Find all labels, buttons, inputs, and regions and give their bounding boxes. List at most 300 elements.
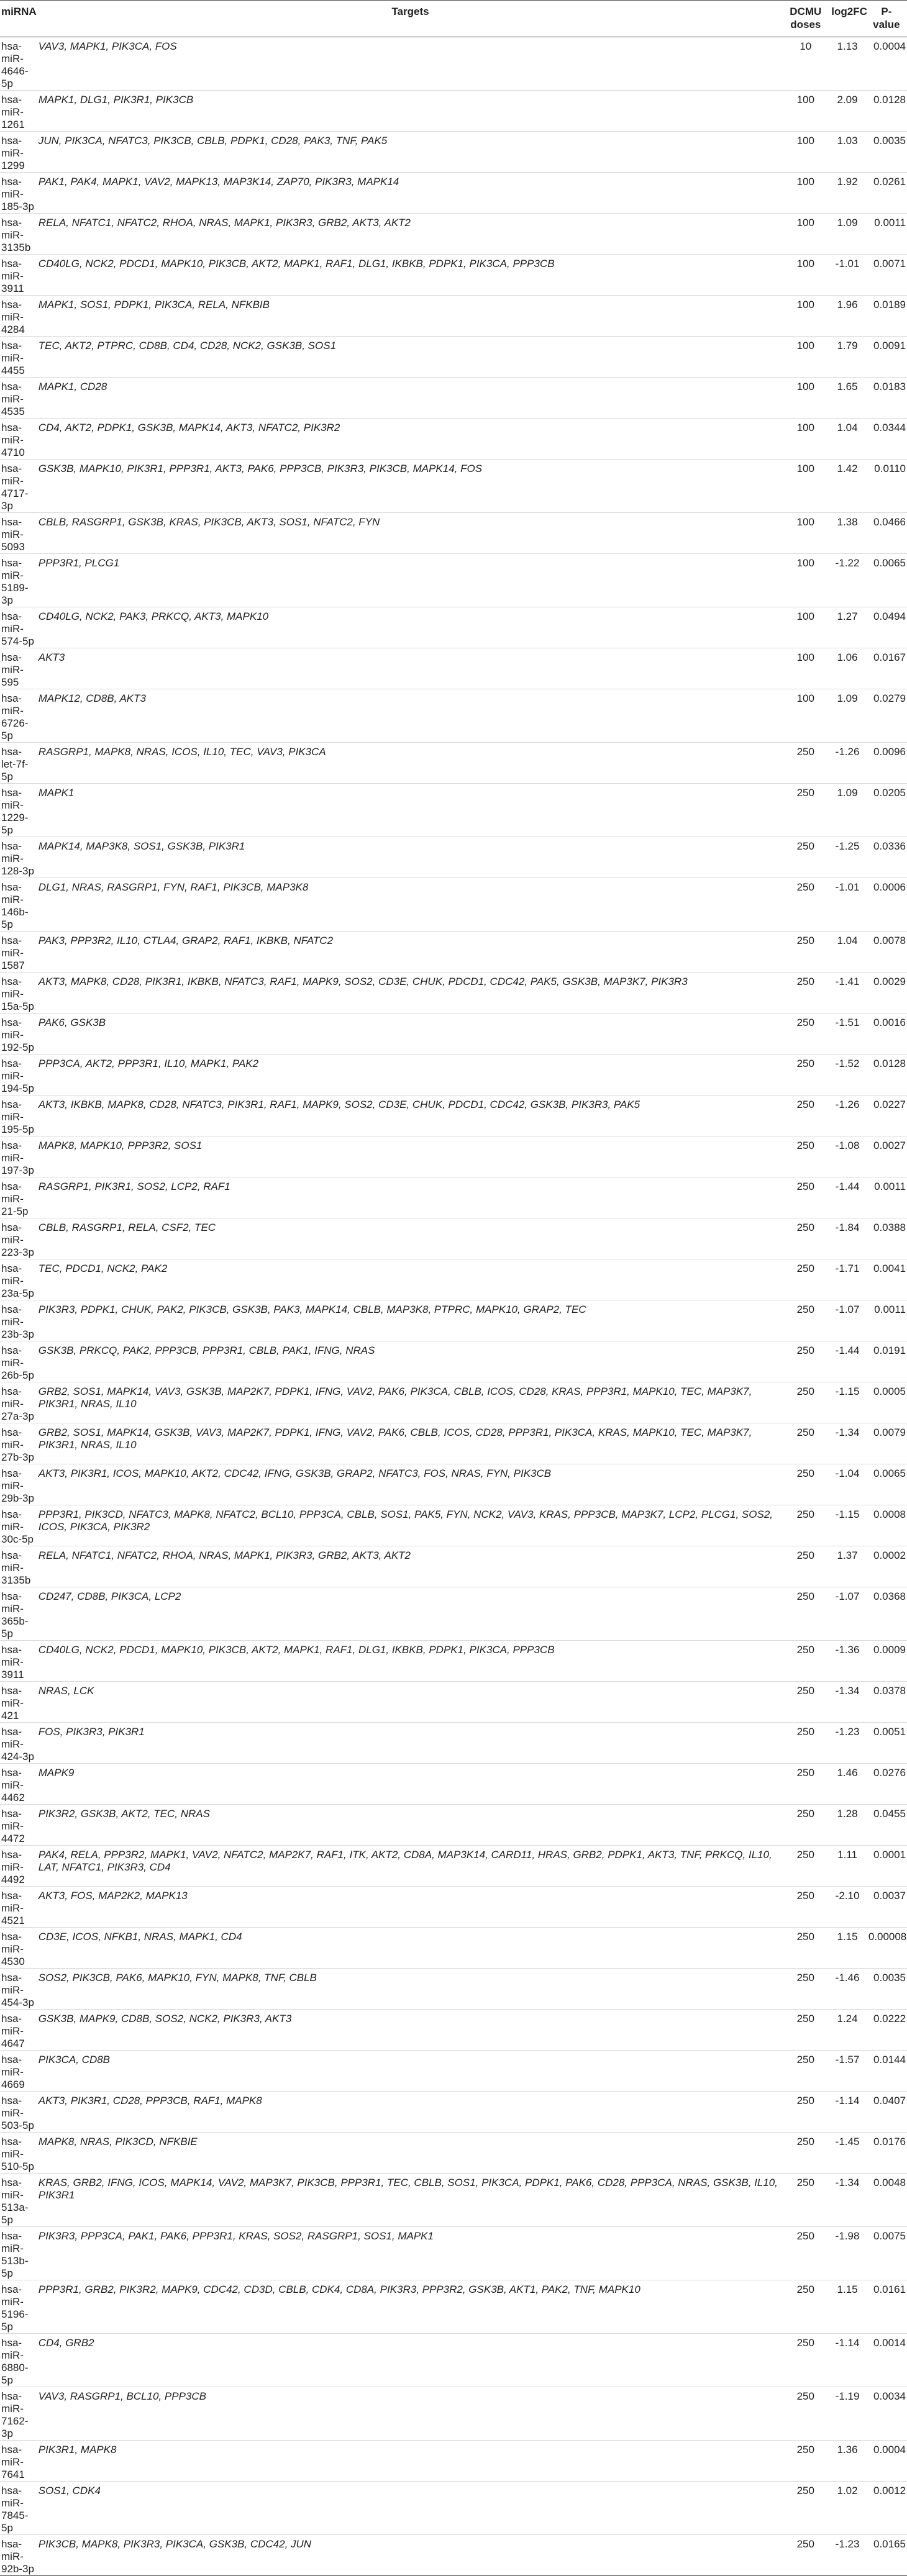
table-row xyxy=(0,213,907,254)
log2fc-cell: -1.57 xyxy=(829,2050,866,2091)
log2fc-cell: -1.14 xyxy=(829,2091,866,2132)
pvalue-cell: 0.0110 xyxy=(866,459,907,512)
targets-cell: MAPK1 xyxy=(39,783,783,837)
pvalue-cell: 0.0041 xyxy=(866,1259,907,1300)
pvalue-cell: 0.0011 xyxy=(866,1300,907,1341)
dcmu-dose-cell: 100 xyxy=(782,90,829,131)
log2fc-cell: 1.79 xyxy=(829,336,866,377)
pvalue-cell: 0.0205 xyxy=(866,783,907,837)
dcmu-dose-cell: 250 xyxy=(782,1968,829,2009)
dcmu-dose-cell: 250 xyxy=(782,1886,829,1927)
pvalue-cell: 0.0079 xyxy=(866,1423,907,1464)
dcmu-dose-cell: 10 xyxy=(782,37,829,90)
mirna-cell: hsa-miR-1299 xyxy=(0,131,39,172)
targets-cell: GSK3B, MAPK9, CD8B, SOS2, NCK2, PIK3R3, AKT3 xyxy=(39,2009,783,2050)
pvalue-cell: 0.0096 xyxy=(866,742,907,783)
mirna-cell: hsa-miR-223-3p xyxy=(0,1218,39,1259)
table-row xyxy=(0,1054,907,1095)
pvalue-cell: 0.0222 xyxy=(866,2009,907,2050)
targets-cell: SOS2, PIK3CB, PAK6, MAPK10, FYN, MAPK8, TNF, CBLB xyxy=(39,1968,783,2009)
pvalue-cell: 0.00008 xyxy=(866,1927,907,1968)
pvalue-cell: 0.0014 xyxy=(866,2333,907,2387)
mirna-cell: hsa-miR-4530 xyxy=(0,1927,39,1968)
pvalue-cell: 0.0494 xyxy=(866,607,907,648)
dcmu-dose-cell: 250 xyxy=(782,837,829,878)
mirna-cell: hsa-miR-503-5p xyxy=(0,2091,39,2132)
log2fc-cell: 1.04 xyxy=(829,418,866,459)
table-row xyxy=(0,2534,907,2575)
pvalue-cell: 0.0051 xyxy=(866,1722,907,1763)
mirna-cell: hsa-miR-4284 xyxy=(0,295,39,336)
targets-cell: AKT3 xyxy=(39,648,783,689)
mirna-cell: hsa-miR-15a-5p xyxy=(0,972,39,1013)
mirna-cell: hsa-miR-3911 xyxy=(0,1640,39,1681)
dcmu-dose-cell: 250 xyxy=(782,1382,829,1423)
log2fc-cell: 1.09 xyxy=(829,783,866,837)
mirna-cell: hsa-miR-92b-3p xyxy=(0,2534,39,2575)
targets-cell: PAK4, RELA, PPP3R2, MAPK1, VAV2, NFATC2, MAP2K7, RAF1, ITK, AKT2, CD8A, MAP3K14, CARD11, HRAS, GRB2, PDPK1, AKT3, TNF, PRKCQ, IL10, LAT, NFATC1, PIK3R3, CD4 xyxy=(39,1845,783,1886)
table-row xyxy=(0,1259,907,1300)
mirna-cell: hsa-miR-128-3p xyxy=(0,837,39,878)
log2fc-cell: -2.10 xyxy=(829,1886,866,1927)
pvalue-cell: 0.0227 xyxy=(866,1095,907,1136)
table-row xyxy=(0,1382,907,1423)
targets-cell: MAPK14, MAP3K8, SOS1, GSK3B, PIK3R1 xyxy=(39,837,783,878)
pvalue-cell: 0.0388 xyxy=(866,1218,907,1259)
log2fc-cell: 1.24 xyxy=(829,2009,866,2050)
pvalue-cell: 0.0012 xyxy=(866,2481,907,2534)
table-header-row xyxy=(0,1,907,37)
pvalue-cell: 0.0037 xyxy=(866,1886,907,1927)
targets-cell: PPP3CA, AKT2, PPP3R1, IL10, MAPK1, PAK2 xyxy=(39,1054,783,1095)
mirna-cell: hsa-miR-5189-3p xyxy=(0,553,39,607)
targets-cell: RELA, NFATC1, NFATC2, RHOA, NRAS, MAPK1, PIK3R3, GRB2, AKT3, AKT2 xyxy=(39,1546,783,1587)
targets-cell: PIK3CB, MAPK8, PIK3R3, PIK3CA, GSK3B, CDC42, JUN xyxy=(39,2534,783,2575)
dcmu-dose-cell: 250 xyxy=(782,1587,829,1640)
pvalue-cell: 0.0004 xyxy=(866,2440,907,2481)
mirna-cell: hsa-miR-5093 xyxy=(0,512,39,553)
table-row xyxy=(0,742,907,783)
mirna-cell: hsa-miR-23a-5p xyxy=(0,1259,39,1300)
log2fc-cell: -1.23 xyxy=(829,1722,866,1763)
log2fc-cell: 1.09 xyxy=(829,689,866,742)
mirna-cell: hsa-miR-424-3p xyxy=(0,1722,39,1763)
targets-cell: MAPK1, CD28 xyxy=(39,377,783,418)
mirna-cell: hsa-miR-513a-5p xyxy=(0,2173,39,2226)
log2fc-cell: 1.27 xyxy=(829,607,866,648)
pvalue-cell: 0.0161 xyxy=(866,2280,907,2333)
table-row xyxy=(0,2009,907,2050)
mirna-cell: hsa-let-7f-5p xyxy=(0,742,39,783)
targets-cell: RASGRP1, PIK3R1, SOS2, LCP2, RAF1 xyxy=(39,1177,783,1218)
log2fc-cell: 1.13 xyxy=(829,37,866,90)
targets-cell: AKT3, PIK3R1, ICOS, MAPK10, AKT2, CDC42, IFNG, GSK3B, GRAP2, NFATC3, FOS, NRAS, FYN, PIK3CB xyxy=(39,1464,783,1505)
mirna-cell: hsa-miR-6726-5p xyxy=(0,689,39,742)
pvalue-cell: 0.0029 xyxy=(866,972,907,1013)
table-row xyxy=(0,1886,907,1927)
table-row xyxy=(0,2173,907,2226)
mirna-cell: hsa-miR-4669 xyxy=(0,2050,39,2091)
table-row xyxy=(0,648,907,689)
targets-cell: AKT3, FOS, MAP2K2, MAPK13 xyxy=(39,1886,783,1927)
dcmu-dose-cell: 250 xyxy=(782,878,829,931)
dcmu-dose-cell: 250 xyxy=(782,1804,829,1845)
mirna-cell: hsa-miR-4710 xyxy=(0,418,39,459)
dcmu-dose-cell: 250 xyxy=(782,1722,829,1763)
targets-cell: PIK3R1, MAPK8 xyxy=(39,2440,783,2481)
targets-cell: GSK3B, MAPK10, PIK3R1, PPP3R1, AKT3, PAK6, PPP3CB, PIK3R3, PIK3CB, MAPK14, FOS xyxy=(39,459,783,512)
targets-cell: GSK3B, PRKCQ, PAK2, PPP3CB, PPP3R1, CBLB, PAK1, IFNG, NRAS xyxy=(39,1341,783,1382)
dcmu-dose-cell: 250 xyxy=(782,742,829,783)
pvalue-cell: 0.0027 xyxy=(866,1136,907,1177)
log2fc-cell: 1.03 xyxy=(829,131,866,172)
pvalue-cell: 0.0078 xyxy=(866,931,907,972)
table-row xyxy=(0,689,907,742)
pvalue-cell: 0.0075 xyxy=(866,2226,907,2280)
dcmu-dose-cell: 100 xyxy=(782,131,829,172)
table-row xyxy=(0,172,907,213)
dcmu-dose-cell: 100 xyxy=(782,553,829,607)
table-row xyxy=(0,2280,907,2333)
pvalue-cell: 0.0167 xyxy=(866,648,907,689)
targets-cell: PAK6, GSK3B xyxy=(39,1013,783,1054)
targets-cell: MAPK8, MAPK10, PPP3R2, SOS1 xyxy=(39,1136,783,1177)
log2fc-cell: -1.26 xyxy=(829,1095,866,1136)
pvalue-cell: 0.0091 xyxy=(866,336,907,377)
table-row xyxy=(0,1845,907,1886)
mirna-cell: hsa-miR-1229-5p xyxy=(0,783,39,837)
targets-cell: CD40LG, NCK2, PAK3, PRKCQ, AKT3, MAPK10 xyxy=(39,607,783,648)
log2fc-cell: -1.23 xyxy=(829,2534,866,2575)
log2fc-cell: 1.04 xyxy=(829,931,866,972)
targets-cell: PPP3R1, PLCG1 xyxy=(39,553,783,607)
targets-cell: MAPK1, SOS1, PDPK1, PIK3CA, RELA, NFKBIB xyxy=(39,295,783,336)
dcmu-dose-cell: 250 xyxy=(782,783,829,837)
mirna-cell: hsa-miR-4521 xyxy=(0,1886,39,1927)
mirna-cell: hsa-miR-27a-3p xyxy=(0,1382,39,1423)
targets-cell: AKT3, IKBKB, MAPK8, CD28, NFATC3, PIK3R1, RAF1, MAPK9, SOS2, CD3E, CHUK, PDCD1, CDC42, GSK3B, PIK3R3, PAK5 xyxy=(39,1095,783,1136)
log2fc-cell: 1.42 xyxy=(829,459,866,512)
dcmu-dose-cell: 250 xyxy=(782,1546,829,1587)
table-row xyxy=(0,418,907,459)
pvalue-cell: 0.0276 xyxy=(866,1763,907,1804)
dcmu-dose-cell: 250 xyxy=(782,2440,829,2481)
table-row xyxy=(0,1423,907,1464)
mirna-cell: hsa-miR-4646-5p xyxy=(0,37,39,90)
targets-cell: PPP3R1, GRB2, PIK3R2, MAPK9, CDC42, CD3D, CBLB, CDK4, CD8A, PIK3R3, PPP3R2, GSK3B, AKT1, PAK2, TNF, MAPK10 xyxy=(39,2280,783,2333)
log2fc-cell: 1.38 xyxy=(829,512,866,553)
log2fc-cell: 1.15 xyxy=(829,1927,866,1968)
dcmu-dose-cell: 100 xyxy=(782,607,829,648)
dcmu-dose-cell: 250 xyxy=(782,2226,829,2280)
dcmu-dose-cell: 100 xyxy=(782,295,829,336)
table-row xyxy=(0,2387,907,2440)
table-row xyxy=(0,1587,907,1640)
pvalue-cell: 0.0016 xyxy=(866,1013,907,1054)
log2fc-cell: -1.36 xyxy=(829,1640,866,1681)
dcmu-dose-cell: 250 xyxy=(782,1681,829,1722)
table-row xyxy=(0,1546,907,1587)
log2fc-cell: -1.45 xyxy=(829,2132,866,2173)
targets-cell: FOS, PIK3R3, PIK3R1 xyxy=(39,1722,783,1763)
log2fc-cell: -1.52 xyxy=(829,1054,866,1095)
mirna-cell: hsa-miR-27b-3p xyxy=(0,1423,39,1464)
table-row xyxy=(0,1464,907,1505)
pvalue-cell: 0.0011 xyxy=(866,1177,907,1218)
targets-cell: VAV3, RASGRP1, BCL10, PPP3CB xyxy=(39,2387,783,2440)
table-row xyxy=(0,1722,907,1763)
table-row xyxy=(0,972,907,1013)
targets-cell: TEC, PDCD1, NCK2, PAK2 xyxy=(39,1259,783,1300)
table-row xyxy=(0,1300,907,1341)
targets-cell: PPP3R1, PIK3CD, NFATC3, MAPK8, NFATC2, BCL10, PPP3CA, CBLB, SOS1, PAK5, FYN, NCK2, VAV3, KRAS, PPP3CB, MAP3K7, LCP2, PLCG1, SOS2, ICOS, PIK3CA, PIK3R2 xyxy=(39,1505,783,1546)
pvalue-cell: 0.0189 xyxy=(866,295,907,336)
pvalue-cell: 0.0035 xyxy=(866,131,907,172)
dcmu-dose-cell: 100 xyxy=(782,254,829,295)
targets-cell: CD40LG, NCK2, PDCD1, MAPK10, PIK3CB, AKT2, MAPK1, RAF1, DLG1, IKBKB, PDPK1, PIK3CA, PPP3CB xyxy=(39,254,783,295)
log2fc-cell: 1.28 xyxy=(829,1804,866,1845)
targets-cell: DLG1, NRAS, RASGRP1, FYN, RAF1, PIK3CB, MAP3K8 xyxy=(39,878,783,931)
pvalue-cell: 0.0008 xyxy=(866,1505,907,1546)
pvalue-cell: 0.0009 xyxy=(866,1640,907,1681)
dcmu-dose-cell: 250 xyxy=(782,2481,829,2534)
pvalue-cell: 0.0455 xyxy=(866,1804,907,1845)
mirna-cell: hsa-miR-23b-3p xyxy=(0,1300,39,1341)
dcmu-dose-cell: 250 xyxy=(782,1423,829,1464)
log2fc-cell: 1.02 xyxy=(829,2481,866,2534)
log2fc-cell: -1.44 xyxy=(829,1341,866,1382)
log2fc-cell: -1.07 xyxy=(829,1300,866,1341)
dcmu-dose-cell: 250 xyxy=(782,1218,829,1259)
targets-cell: PIK3R2, GSK3B, AKT2, TEC, NRAS xyxy=(39,1804,783,1845)
mirna-cell: hsa-miR-574-5p xyxy=(0,607,39,648)
targets-cell: GRB2, SOS1, MAPK14, VAV3, GSK3B, MAP2K7, PDPK1, IFNG, VAV2, PAK6, PIK3CA, CBLB, ICOS, CD28, KRAS, PPP3R1, MAPK10, TEC, MAP3K7, PIK3R1, NRAS, IL10 xyxy=(39,1382,783,1423)
mirna-cell: hsa-miR-7845-5p xyxy=(0,2481,39,2534)
mirna-cell: hsa-miR-1587 xyxy=(0,931,39,972)
table-row xyxy=(0,2481,907,2534)
mirna-cell: hsa-miR-29b-3p xyxy=(0,1464,39,1505)
dcmu-dose-cell: 250 xyxy=(782,2132,829,2173)
header-targets: Targets xyxy=(39,1,783,37)
mirna-cell: hsa-miR-5196-5p xyxy=(0,2280,39,2333)
log2fc-cell: -1.41 xyxy=(829,972,866,1013)
pvalue-cell: 0.0004 xyxy=(866,37,907,90)
pvalue-cell: 0.0065 xyxy=(866,1464,907,1505)
table-row xyxy=(0,459,907,512)
table-row xyxy=(0,1013,907,1054)
dcmu-dose-cell: 250 xyxy=(782,1177,829,1218)
pvalue-cell: 0.0344 xyxy=(866,418,907,459)
mirna-cell: hsa-miR-194-5p xyxy=(0,1054,39,1095)
mirna-cell: hsa-miR-3135b xyxy=(0,1546,39,1587)
log2fc-cell: -1.15 xyxy=(829,1382,866,1423)
table-row xyxy=(0,1804,907,1845)
mirna-cell: hsa-miR-4472 xyxy=(0,1804,39,1845)
dcmu-dose-cell: 250 xyxy=(782,2050,829,2091)
pvalue-cell: 0.0466 xyxy=(866,512,907,553)
mirna-cell: hsa-miR-146b-5p xyxy=(0,878,39,931)
log2fc-cell: -1.01 xyxy=(829,254,866,295)
table-row xyxy=(0,2440,907,2481)
targets-cell: PIK3R3, PDPK1, CHUK, PAK2, PIK3CB, GSK3B, PAK3, MAPK14, CBLB, MAP3K8, PTPRC, MAPK10, GRAP2, TEC xyxy=(39,1300,783,1341)
targets-cell: CD3E, ICOS, NFKB1, NRAS, MAPK1, CD4 xyxy=(39,1927,783,1968)
pvalue-cell: 0.0065 xyxy=(866,553,907,607)
log2fc-cell: -1.98 xyxy=(829,2226,866,2280)
dcmu-dose-cell: 100 xyxy=(782,459,829,512)
log2fc-cell: -1.44 xyxy=(829,1177,866,1218)
table-row xyxy=(0,1927,907,1968)
mirna-cell: hsa-miR-197-3p xyxy=(0,1136,39,1177)
log2fc-cell: -1.22 xyxy=(829,553,866,607)
log2fc-cell: -1.34 xyxy=(829,1681,866,1722)
mirna-cell: hsa-miR-6880-5p xyxy=(0,2333,39,2387)
log2fc-cell: -1.46 xyxy=(829,1968,866,2009)
table-row xyxy=(0,931,907,972)
targets-cell: SOS1, CDK4 xyxy=(39,2481,783,2534)
mirna-cell: hsa-miR-513b-5p xyxy=(0,2226,39,2280)
header-dcmu-doses: DCMU doses xyxy=(782,1,829,37)
targets-cell: MAPK1, DLG1, PIK3R1, PIK3CB xyxy=(39,90,783,131)
log2fc-cell: 1.06 xyxy=(829,648,866,689)
targets-cell: MAPK12, CD8B, AKT3 xyxy=(39,689,783,742)
mirna-cell: hsa-miR-7162-3p xyxy=(0,2387,39,2440)
header-pvalue: P-value xyxy=(866,1,907,37)
targets-cell: AKT3, PIK3R1, CD28, PPP3CB, RAF1, MAPK8 xyxy=(39,2091,783,2132)
table-row xyxy=(0,1341,907,1382)
log2fc-cell: -1.15 xyxy=(829,1505,866,1546)
dcmu-dose-cell: 250 xyxy=(782,1845,829,1886)
table-row xyxy=(0,377,907,418)
log2fc-cell: 1.36 xyxy=(829,2440,866,2481)
table-row xyxy=(0,1505,907,1546)
log2fc-cell: -1.04 xyxy=(829,1464,866,1505)
mirna-cell: hsa-miR-4455 xyxy=(0,336,39,377)
table-row xyxy=(0,1136,907,1177)
table-row xyxy=(0,783,907,837)
table-row xyxy=(0,254,907,295)
table-row xyxy=(0,1763,907,1804)
log2fc-cell: -1.51 xyxy=(829,1013,866,1054)
pvalue-cell: 0.0128 xyxy=(866,90,907,131)
mirna-cell: hsa-miR-30c-5p xyxy=(0,1505,39,1546)
mirna-cell: hsa-miR-454-3p xyxy=(0,1968,39,2009)
log2fc-cell: 1.37 xyxy=(829,1546,866,1587)
table-row xyxy=(0,1681,907,1722)
dcmu-dose-cell: 100 xyxy=(782,512,829,553)
dcmu-dose-cell: 250 xyxy=(782,1054,829,1095)
dcmu-dose-cell: 100 xyxy=(782,336,829,377)
pvalue-cell: 0.0279 xyxy=(866,689,907,742)
targets-cell: RASGRP1, MAPK8, NRAS, ICOS, IL10, TEC, VAV3, PIK3CA xyxy=(39,742,783,783)
pvalue-cell: 0.0144 xyxy=(866,2050,907,2091)
targets-cell: AKT3, MAPK8, CD28, PIK3R1, IKBKB, NFATC3, RAF1, MAPK9, SOS2, CD3E, CHUK, PDCD1, CDC42, PAK5, GSK3B, MAP3K7, PIK3R3 xyxy=(39,972,783,1013)
dcmu-dose-cell: 250 xyxy=(782,1640,829,1681)
dcmu-dose-cell: 100 xyxy=(782,213,829,254)
table-row xyxy=(0,336,907,377)
dcmu-dose-cell: 250 xyxy=(782,1095,829,1136)
pvalue-cell: 0.0011 xyxy=(866,213,907,254)
table-row xyxy=(0,1095,907,1136)
dcmu-dose-cell: 250 xyxy=(782,1927,829,1968)
header-mirna: miRNA xyxy=(0,1,39,37)
log2fc-cell: -1.34 xyxy=(829,1423,866,1464)
targets-cell: VAV3, MAPK1, PIK3CA, FOS xyxy=(39,37,783,90)
mirna-cell: hsa-miR-421 xyxy=(0,1681,39,1722)
log2fc-cell: -1.84 xyxy=(829,1218,866,1259)
table-row xyxy=(0,37,907,90)
targets-cell: MAPK9 xyxy=(39,1763,783,1804)
log2fc-cell: -1.34 xyxy=(829,2173,866,2226)
dcmu-dose-cell: 250 xyxy=(782,1259,829,1300)
mirna-cell: hsa-miR-195-5p xyxy=(0,1095,39,1136)
pvalue-cell: 0.0336 xyxy=(866,837,907,878)
dcmu-dose-cell: 250 xyxy=(782,2173,829,2226)
pvalue-cell: 0.0378 xyxy=(866,1681,907,1722)
pvalue-cell: 0.0048 xyxy=(866,2173,907,2226)
log2fc-cell: -1.07 xyxy=(829,1587,866,1640)
table-row xyxy=(0,1640,907,1681)
table-row xyxy=(0,512,907,553)
targets-cell: PIK3CA, CD8B xyxy=(39,2050,783,2091)
mirna-cell: hsa-miR-4535 xyxy=(0,377,39,418)
targets-cell: NRAS, LCK xyxy=(39,1681,783,1722)
targets-cell: PIK3R3, PPP3CA, PAK1, PAK6, PPP3R1, KRAS, SOS2, RASGRP1, SOS1, MAPK1 xyxy=(39,2226,783,2280)
log2fc-cell: 1.11 xyxy=(829,1845,866,1886)
table-row xyxy=(0,2333,907,2387)
mirna-cell: hsa-miR-4717-3p xyxy=(0,459,39,512)
targets-cell: MAPK8, NRAS, PIK3CD, NFKBIE xyxy=(39,2132,783,2173)
table-row xyxy=(0,2091,907,2132)
table-row xyxy=(0,2132,907,2173)
table-row xyxy=(0,2226,907,2280)
dcmu-dose-cell: 100 xyxy=(782,648,829,689)
dcmu-dose-cell: 250 xyxy=(782,1013,829,1054)
pvalue-cell: 0.0128 xyxy=(866,1054,907,1095)
mirna-cell: hsa-miR-3135b xyxy=(0,213,39,254)
dcmu-dose-cell: 250 xyxy=(782,1300,829,1341)
dcmu-dose-cell: 250 xyxy=(782,2387,829,2440)
table-row xyxy=(0,1177,907,1218)
log2fc-cell: -1.26 xyxy=(829,742,866,783)
log2fc-cell: 1.65 xyxy=(829,377,866,418)
dcmu-dose-cell: 100 xyxy=(782,418,829,459)
targets-cell: CBLB, RASGRP1, GSK3B, KRAS, PIK3CB, AKT3, SOS1, NFATC2, FYN xyxy=(39,512,783,553)
table-body xyxy=(0,37,907,2575)
dcmu-dose-cell: 250 xyxy=(782,1341,829,1382)
targets-cell: CD4, GRB2 xyxy=(39,2333,783,2387)
log2fc-cell: -1.71 xyxy=(829,1259,866,1300)
table-row xyxy=(0,90,907,131)
table-row xyxy=(0,837,907,878)
dcmu-dose-cell: 250 xyxy=(782,1136,829,1177)
dcmu-dose-cell: 250 xyxy=(782,931,829,972)
dcmu-dose-cell: 250 xyxy=(782,2280,829,2333)
dcmu-dose-cell: 100 xyxy=(782,689,829,742)
pvalue-cell: 0.0001 xyxy=(866,1845,907,1886)
dcmu-dose-cell: 250 xyxy=(782,2091,829,2132)
table-row xyxy=(0,2050,907,2091)
mirna-cell: hsa-miR-185-3p xyxy=(0,172,39,213)
mirna-cell: hsa-miR-192-5p xyxy=(0,1013,39,1054)
targets-cell: CD247, CD8B, PIK3CA, LCP2 xyxy=(39,1587,783,1640)
table-row xyxy=(0,878,907,931)
mirna-cell: hsa-miR-1261 xyxy=(0,90,39,131)
mirna-cell: hsa-miR-7641 xyxy=(0,2440,39,2481)
targets-cell: CBLB, RASGRP1, RELA, CSF2, TEC xyxy=(39,1218,783,1259)
log2fc-cell: 2.09 xyxy=(829,90,866,131)
targets-cell: PAK3, PPP3R2, IL10, CTLA4, GRAP2, RAF1, IKBKB, NFATC2 xyxy=(39,931,783,972)
pvalue-cell: 0.0035 xyxy=(866,1968,907,2009)
